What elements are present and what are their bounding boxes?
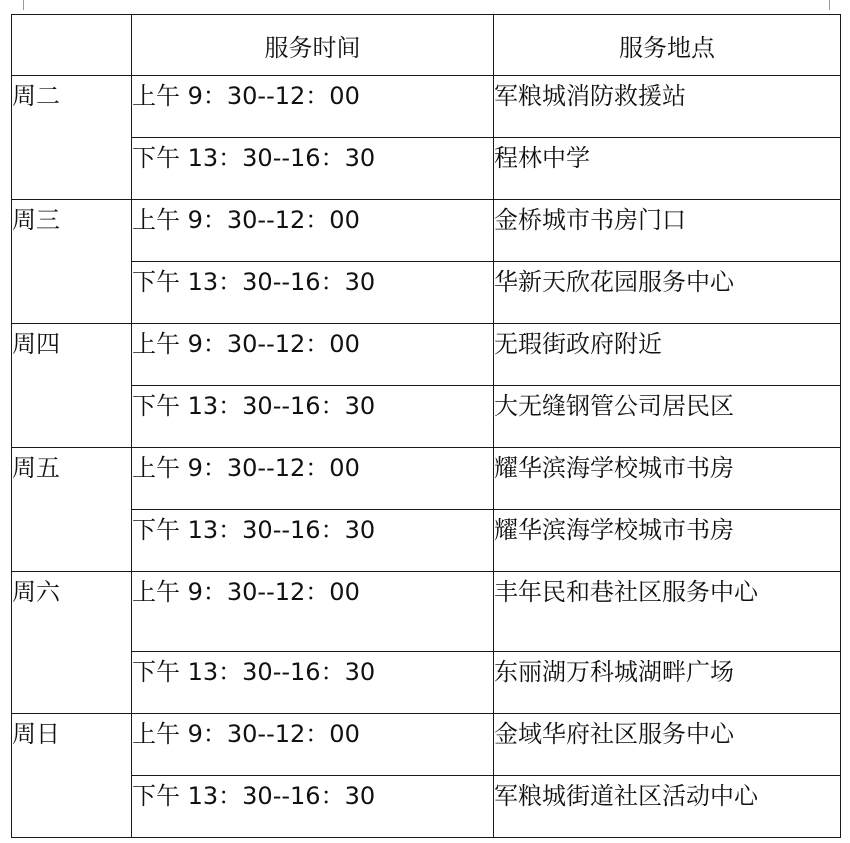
day-cell: 周三 xyxy=(12,200,132,324)
table-row xyxy=(12,76,841,138)
table-header-row xyxy=(12,15,841,76)
time-cell: 上午 9：30--12：00 xyxy=(132,572,494,652)
table-row xyxy=(12,714,841,776)
place-cell: 华新天欣花园服务中心 xyxy=(494,262,841,324)
place-cell: 程林中学 xyxy=(494,138,841,200)
table-row xyxy=(12,572,841,652)
place-cell: 军粮城消防救援站 xyxy=(494,76,841,138)
table-row xyxy=(12,200,841,262)
place-cell: 军粮城街道社区活动中心 xyxy=(494,776,841,838)
table-row xyxy=(12,262,841,324)
page-margin-mark-right xyxy=(829,0,830,10)
day-cell: 周日 xyxy=(12,714,132,838)
table-row xyxy=(12,386,841,448)
day-cell: 周二 xyxy=(12,76,132,200)
page-margin-mark-left xyxy=(23,0,24,10)
table-row xyxy=(12,138,841,200)
table-row xyxy=(12,776,841,838)
time-cell: 下午 13：30--16：30 xyxy=(132,386,494,448)
time-cell: 上午 9：30--12：00 xyxy=(132,714,494,776)
time-cell: 下午 13：30--16：30 xyxy=(132,138,494,200)
place-cell: 金域华府社区服务中心 xyxy=(494,714,841,776)
time-cell: 下午 13：30--16：30 xyxy=(132,652,494,714)
service-schedule-table xyxy=(11,14,841,838)
place-cell: 大无缝钢管公司居民区 xyxy=(494,386,841,448)
day-cell: 周五 xyxy=(12,448,132,572)
place-cell: 丰年民和巷社区服务中心 xyxy=(494,572,841,652)
place-cell: 东丽湖万科城湖畔广场 xyxy=(494,652,841,714)
time-cell: 下午 13：30--16：30 xyxy=(132,776,494,838)
place-cell: 耀华滨海学校城市书房 xyxy=(494,510,841,572)
header-place-cell: 服务地点 xyxy=(494,15,841,76)
time-cell: 下午 13：30--16：30 xyxy=(132,510,494,572)
time-cell: 上午 9：30--12：00 xyxy=(132,76,494,138)
table-row xyxy=(12,448,841,510)
time-cell: 上午 9：30--12：00 xyxy=(132,324,494,386)
header-day-cell xyxy=(12,15,132,76)
place-cell: 无瑕街政府附近 xyxy=(494,324,841,386)
table-row xyxy=(12,510,841,572)
table-row xyxy=(12,652,841,714)
time-cell: 下午 13：30--16：30 xyxy=(132,262,494,324)
day-cell: 周四 xyxy=(12,324,132,448)
header-time-cell: 服务时间 xyxy=(132,15,494,76)
time-cell: 上午 9：30--12：00 xyxy=(132,200,494,262)
day-cell: 周六 xyxy=(12,572,132,714)
time-cell: 上午 9：30--12：00 xyxy=(132,448,494,510)
place-cell: 耀华滨海学校城市书房 xyxy=(494,448,841,510)
table-row xyxy=(12,324,841,386)
place-cell: 金桥城市书房门口 xyxy=(494,200,841,262)
